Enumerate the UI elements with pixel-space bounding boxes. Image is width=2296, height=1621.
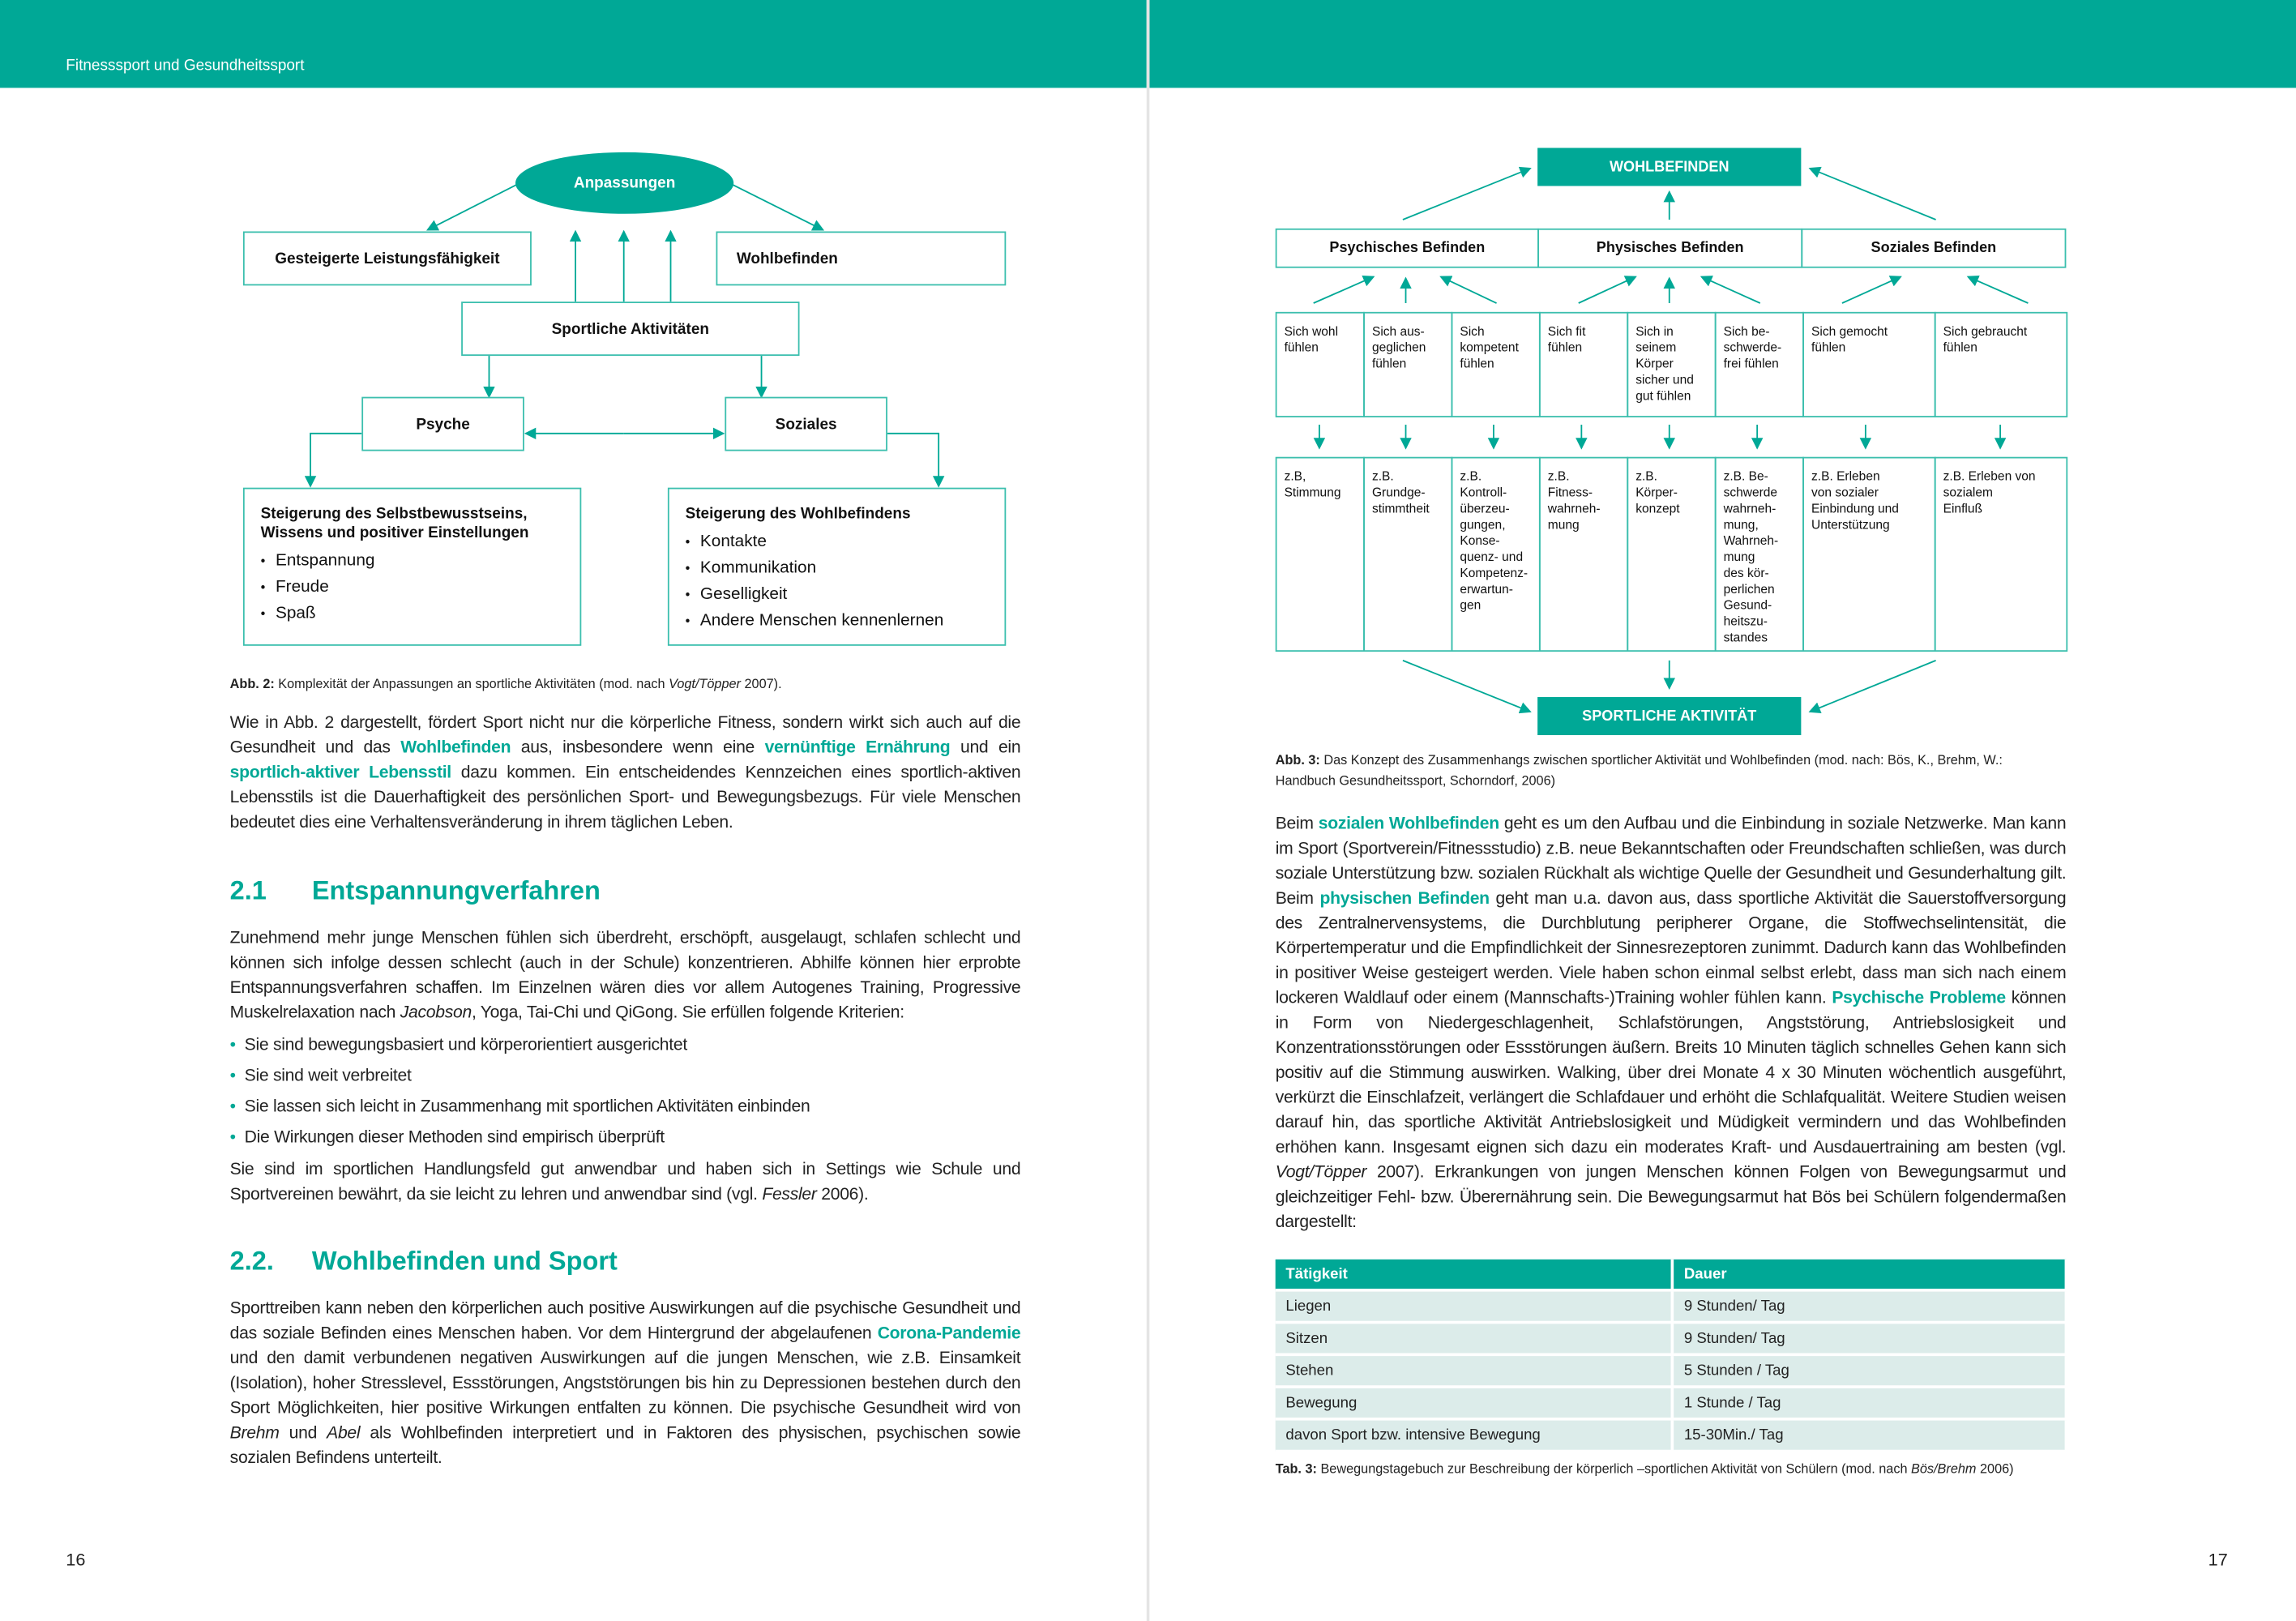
arrow [1441,276,1497,303]
text-segment: und den damit verbundenen negativen Auswirkungen auf die jungen Menschen, wie z.B. Einsamkeit (Isolation), hoher Stresslevel, Essstörungen, Angststörungen bis hin zu Depressionen bestehen durch den Sport Möglichkeiten, hier positive Wirkungen entfalten zu können. Die psychische Gesundheit wird von [229,1349,1021,1418]
header-physisches: Physisches Befinden [1537,229,1802,268]
table-row [1276,1354,2067,1387]
arrow [1810,169,1935,220]
example-cell: z.B. Fitness- wahrneh- mung [1539,457,1628,652]
table-row [1276,1387,2067,1419]
duration-cell: 5 Stunden / Tag [1672,1354,2066,1387]
text-segment: können in Form von Niedergeschlagenheit, Schlafstörungen, Angststörung, Antriebslosigkeit und Konzentrationsstörungen oder Essstörungen äußern. Breits 10 Minuten täglich schnelles Gehen kann sich positiv auf die Stimmung auswirken. Walking, über drei Monate 4 x 30 Minuten wöchentlich ausgeführt, verkürzt die Einschlafzeit, verlängert die Schlafdauer und erhöht die Schlafqualität. Weitere Studien weisen darauf hin, das sportliche Aktivität Antriebslosigkeit und Müdigkeit vermindern und das Wohlbefinden erhöhen kann. Insgesamt eignen sich dazu ein moderates Kraft- und Ausdauertraining am besten (vgl. [1275,988,2067,1157]
table-row [1276,1290,2067,1323]
cited-author: Fessler [762,1184,817,1204]
text-segment: und ein [950,738,1021,758]
feeling-cell: Sich be- schwerde- frei fühlen [1715,312,1804,417]
criteria-item [230,1060,1021,1091]
soziales-effect-item: • Kontakte [686,528,989,555]
paragraph-settings [230,1157,1021,1206]
psyche-effect-item: • Entspannung [261,548,564,575]
bullet-icon: • [229,1127,236,1147]
sportliche-aktivitaet-banner: SPORTLICHE AKTIVITÄT [1537,697,1801,735]
column-header-dauer: Dauer [1672,1260,2066,1290]
activity-cell: Liegen [1276,1290,1673,1323]
text-segment: Beim [1275,814,1319,834]
feeling-cell: Sich gemocht fühlen [1802,312,1935,417]
feeling-cell: Sich in seinem Körper sicher und gut fühlen [1627,312,1716,417]
text-segment: Wie in Abb. 2 dargestellt, fördert Sport nicht nur die körperliche Fitness, sondern wirkt sich auch auf die Gesundheit und das [229,712,1021,758]
criteria-text: Sie sind weit verbreitet [244,1066,412,1085]
arrow [1968,276,2028,303]
soziales-effects-box [668,488,1006,646]
example-cell: z.B. Be- schwerde wahrneh- mung, Wahrneh- mung des kör- perlichen Gesund- heitszu- standes [1715,457,1804,652]
text-segment: und [279,1423,327,1443]
page-number-right: 17 [2208,1549,2228,1570]
feeling-cell: Sich kompetent fühlen [1452,312,1541,417]
highlighted-term: physischen Befinden [1319,888,1490,909]
caption-text: Das Konzept des Zusammenhangs zwischen sportlicher Aktivität und Wohlbefinden (mod. nach: Bös, K., Brehm, W.: Handbuch Gesundheitssport, Schorndorf, 2006) [1275,752,2003,789]
cited-author: Jacobson [400,1003,472,1023]
highlighted-term: Psychische Probleme [1832,988,2006,1008]
caption-text: Komplexität der Anpassungen an sportliche Aktivitäten (mod. nach [274,676,669,691]
figure-caption-abb3 [1276,750,2067,791]
arrow [1842,276,1901,303]
psyche-node: Psyche [361,397,524,451]
soziales-effect-item: • Andere Menschen kennenlernen [686,608,989,635]
psyche-effect-item-list [261,548,564,627]
caption-year: 2006) [1976,1461,2014,1477]
psyche-effect-item: • Freude [261,574,564,601]
page-number-left: 16 [66,1549,86,1570]
criteria-text: Sie lassen sich leicht in Zusammenhang mit sportlichen Aktivitäten einbinden [244,1097,810,1116]
arrow [729,183,823,230]
text-segment: geht es um den Aufbau und die Einbindung in soziale Netzwerke. Man kann im Sport (Sportverein/Fitnessstudio) z.B. neue Bekanntschaften oder Freundschaften schließen, was durch soziale Unterstützung bzw. sozialen Rückhalt als wichtige Quelle der Gesundheit und Gesunderhaltung gilt. Beim [1275,814,2067,909]
paragraph-befinden [1276,811,2067,1234]
feeling-cell: Sich aus- geglichen fühlen [1363,312,1452,417]
section-number-2-1: 2.1 [229,875,267,905]
caption-label: Abb. 2: [229,676,275,691]
highlighted-term: sportlich-aktiver Lebensstil [229,763,451,782]
duration-cell: 1 Stunde / Tag [1672,1387,2066,1419]
bullet-icon: • [229,1097,236,1116]
arrow [1579,276,1635,303]
caption-author: Vogt/Töpper [669,676,741,691]
feeling-cell: Sich gebraucht fühlen [1935,312,2067,417]
soziales-effect-item-list [686,528,989,634]
section-number-2-2: 2.2. [229,1246,274,1276]
arrow [1810,661,1935,712]
criteria-text: Die Wirkungen dieser Methoden sind empirisch überprüft [244,1127,665,1147]
caption-text: Bewegungstagebuch zur Beschreibung der körperlich –sportlichen Aktivität von Schülern (mod. nach [1316,1461,1912,1477]
caption-label: Abb. 3: [1275,752,1320,768]
example-cell: z.B. Körper- konzept [1627,457,1716,652]
text-segment: dazu kommen. Ein entscheidendes Kennzeichen eines sportlich-aktiven Lebensstils ist die Dauerhaftigkeit des persönlichen Sport- und Bewegungsbezugs. Für viele Menschen bedeutet dies eine Verhaltensveränderung in ihrem täglichen Leben. [229,763,1021,832]
psyche-effects-box [243,488,581,646]
leistungsfaehigkeit-node: Gesteigerte Leistungsfähigkeit [243,231,532,285]
activity-table [1276,1260,2067,1452]
text-segment: als Wohlbefinden interpretiert und in Faktoren des physischen, psychischen sowie sozialen Befindens unterteilt. [229,1423,1021,1468]
feeling-cell: Sich fit fühlen [1539,312,1628,417]
caption-year: 2007). [740,676,782,691]
arrow [310,434,361,486]
example-cell: z.B, Stimmung [1276,457,1365,652]
arrow [1403,169,1530,220]
section-title-2-1: Entspannungverfahren [311,875,601,905]
criteria-text: Sie sind bewegungsbasiert und körperorientiert ausgerichtet [244,1035,687,1054]
sportliche-aktivitaeten-node: Sportliche Aktivitäten [461,302,799,356]
text-segment: aus, insbesondere wenn eine [511,738,765,758]
feeling-cell: Sich wohl fühlen [1276,312,1365,417]
soziales-effect-item: • Kommunikation [686,555,989,582]
arrow [887,434,938,486]
arrow [428,183,520,230]
bullet-icon: • [229,1066,236,1085]
wohlbefinden-banner: WOHLBEFINDEN [1537,148,1801,186]
running-header: Fitnesssport und Gesundheitssport [66,57,305,75]
cited-author: Vogt/Töpper [1275,1162,1367,1183]
duration-cell: 15-30Min./ Tag [1672,1419,2066,1452]
text-segment: geht man u.a. davon aus, dass sportliche Aktivität die Sauerstoffversorgung des Zentralnervensystems, die Durchblutung peripherer Organe, die Stoffwechselintensität, die Körpertemperatur und die Empfindlichkeit der Sinnesrezeptoren zunimmt. Dadurch kann das Wohlbefinden in positiver Weise gesteigert werden. Viele haben schon einmal selbst erlebt, dass man sich nach einem lockeren Waldlauf oder einem (Mannschafts-)Training wohler fühlen kann. [1275,888,2067,1008]
paragraph-entspannung [230,926,1021,1025]
soziales-effect-item: • Geselligkeit [686,581,989,608]
paragraph-wohlbefinden [230,1296,1021,1470]
caption-label: Tab. 3: [1275,1461,1317,1477]
arrow [1403,661,1530,712]
soziales-node: Soziales [725,397,887,451]
text-segment: 2007). Erkrankungen von jungen Menschen können Folgen von Bewegungsarmut und gleichzeitiger Fehl- bzw. Überernährung sein. Die Bewegungsarmut hat Bös bei Schülern folgendermaßen dargestellt: [1275,1162,2067,1232]
text-segment: Zunehmend mehr junge Menschen fühlen sich überdreht, erschöpft, ausgelaugt, schlafen schlecht und können sich infolge dessen schlecht (auch in der Schule) konzentrieren. Abhilfe können hier erprobte Entspannungsverfahren schaffen. Im Einzelnen wären dies vor allem Autogenes Training, Progressive Muskelrelaxation nach [229,928,1021,1023]
psyche-effect-item: • Spaß [261,601,564,627]
figure-caption-abb2 [230,674,782,694]
text-segment: 2006). [816,1184,869,1204]
activity-cell: Stehen [1276,1354,1673,1387]
header-soziales: Soziales Befinden [1801,229,2066,268]
example-cell: z.B. Kontroll- überzeu- gungen, Konse- quenz- und Kompetenz- erwartun- gen [1452,457,1541,652]
example-cell: z.B. Erleben von sozialem Einfluß [1935,457,2067,652]
section-title-2-2: Wohlbefinden und Sport [311,1246,618,1276]
text-segment: Sporttreiben kann neben den körperlichen auch positive Auswirkungen auf die psychische Gesundheit und das soziale Befinden eines Menschen haben. Vor dem Hintergrund der abgelaufenen [229,1298,1021,1343]
criteria-item [230,1122,1021,1153]
text-segment: , Yoga, Tai-Chi und QiGong. Sie erfüllen folgende Kriterien: [471,1003,904,1023]
example-cell: z.B. Erleben von sozialer Einbindung und Unterstützung [1802,457,1935,652]
wohlbefinden-node: Wohlbefinden [716,231,1007,285]
highlighted-term: Corona-Pandemie [877,1324,1021,1343]
activity-cell: Sitzen [1276,1323,1673,1355]
arrow [1702,276,1760,303]
example-cell: z.B. Grundge- stimmtheit [1363,457,1452,652]
cited-author: Brehm [229,1423,280,1443]
highlighted-term: sozialen Wohlbefinden [1318,814,1499,834]
table-caption [1276,1459,2014,1479]
duration-cell: 9 Stunden/ Tag [1672,1323,2066,1355]
table-row [1276,1323,2067,1355]
highlighted-term: vernünftige Ernährung [764,738,951,758]
highlighted-term: Wohlbefinden [400,738,511,758]
column-header-taetigkeit: Tätigkeit [1276,1260,1673,1290]
arrow [1314,276,1374,303]
caption-author: Bös/Brehm [1911,1461,1977,1477]
header-psychisches: Psychisches Befinden [1276,229,1539,268]
criteria-item [230,1029,1021,1060]
psyche-effects-title: Steigerung des Selbstbewusstseins, Wissens und positiver Einstellungen [260,505,529,542]
anpassungen-node: Anpassungen [515,152,733,214]
duration-cell: 9 Stunden/ Tag [1672,1290,2066,1323]
cited-author: Abel [327,1423,361,1443]
criteria-list [230,1029,1021,1153]
activity-cell: davon Sport bzw. intensive Bewegung [1276,1419,1673,1452]
soziales-effects-title: Steigerung des Wohlbefindens [685,505,911,524]
activity-cell: Bewegung [1276,1387,1673,1419]
paragraph-intro [230,710,1021,835]
text-segment: Sie sind im sportlichen Handlungsfeld gut anwendbar und haben sich in Settings wie Schule und Sportvereinen bewährt, da sie leicht zu lehren und anwendbar sind (vgl. [229,1159,1021,1204]
table-row [1276,1419,2067,1452]
bullet-icon: • [229,1035,236,1054]
criteria-item [230,1091,1021,1122]
